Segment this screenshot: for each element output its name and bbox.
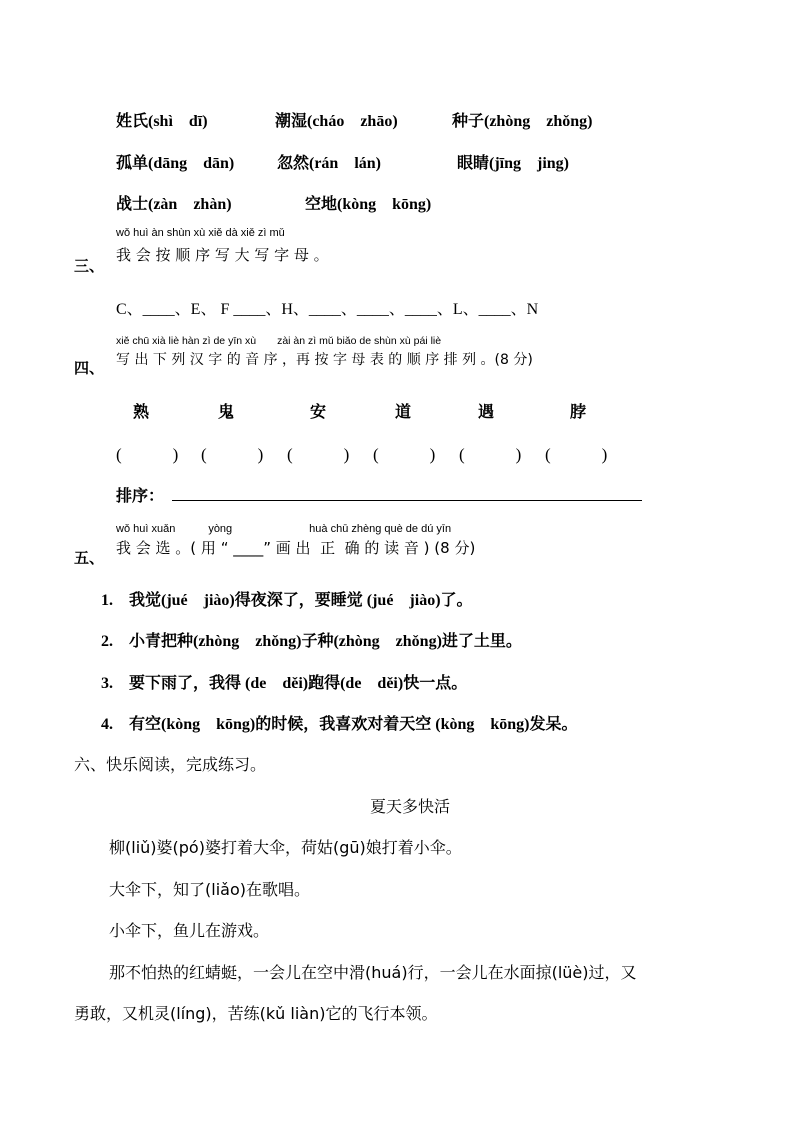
hanzi-char: 遇 bbox=[478, 402, 495, 421]
word-item: 眼睛(jīng jing) bbox=[457, 155, 570, 172]
story-paragraph: 勇敢，又机灵(líng)，苦练(kǔ liàn)它的飞行本领。 bbox=[74, 1004, 438, 1023]
hanzi-char: 熟 bbox=[133, 402, 150, 421]
letters-fill-line[interactable]: C、____、E、 F ____、H、____、____、____、L、____、N bbox=[116, 301, 539, 318]
hanzi-char: 脖 bbox=[570, 402, 587, 421]
word-item: 种子(zhòng zhǒng) bbox=[452, 113, 593, 130]
choice-item[interactable]: 3. 要下雨了，我得 (de děi)跑得(de děi)快一点。 bbox=[101, 675, 468, 692]
word-item: 孤单(dāng dān) bbox=[116, 155, 235, 172]
answer-blank[interactable]: ( ) bbox=[116, 445, 179, 464]
word-item: 空地(kòng kōng) bbox=[305, 196, 432, 213]
answer-blank[interactable]: ( ) bbox=[287, 445, 350, 464]
section5-number: 五、 bbox=[74, 549, 105, 567]
story-paragraph: 那不怕热的红蜻蜓，一会儿在空中滑(huá)行，一会儿在水面掠(lüè)过，又 bbox=[109, 963, 637, 982]
choice-item[interactable]: 2. 小青把种(zhòng zhǒng)子种(zhòng zhǒng)进了土里。 bbox=[101, 633, 522, 650]
section3-number: 三、 bbox=[74, 257, 105, 275]
word-item: 忽然(rán lán) bbox=[277, 155, 382, 172]
section4-pinyin: xiě chū xià liè hàn zì de yīn xù zài àn zì mǔ biǎo de shùn xù pái liè bbox=[116, 335, 442, 347]
story-paragraph: 柳(liǔ)婆(pó)婆打着大伞，荷姑(gū)娘打着小伞。 bbox=[109, 838, 462, 857]
word-item: 潮湿(cháo zhāo) bbox=[275, 113, 398, 130]
answer-blank[interactable]: ( ) bbox=[459, 445, 522, 464]
hanzi-char: 安 bbox=[310, 402, 327, 421]
hanzi-char: 鬼 bbox=[218, 402, 235, 421]
answer-blank[interactable]: ( ) bbox=[373, 445, 436, 464]
section5-pinyin: wǒ huì xuǎn yòng huà chū zhèng què de dú yīn bbox=[116, 523, 452, 535]
section3-pinyin: wǒ huì àn shùn xù xiě dà xiě zì mǔ bbox=[116, 227, 285, 239]
answer-blank[interactable]: ( ) bbox=[545, 445, 608, 464]
choice-item[interactable]: 4. 有空(kòng kōng)的时候，我喜欢对着天空 (kòng kōng)发呆。 bbox=[101, 716, 578, 733]
sort-label: 排序： bbox=[116, 486, 165, 505]
section4-title: 写 出 下 列 汉 字 的 音 序 ，再 按 字 母 表 的 顺 序 排 列 。(8 分) bbox=[116, 352, 533, 368]
word-item: 姓氏(shì dī) bbox=[116, 113, 208, 130]
sort-answer-line[interactable] bbox=[172, 500, 642, 501]
word-item: 战士(zàn zhàn) bbox=[116, 196, 232, 213]
section3-title: 我 会 按 顺 序 写 大 写 字 母 。 bbox=[116, 246, 329, 264]
hanzi-char: 道 bbox=[395, 402, 412, 421]
story-paragraph: 小伞下，鱼儿在游戏。 bbox=[109, 921, 270, 940]
section4-number: 四、 bbox=[74, 359, 105, 377]
story-title: 夏天多快活 bbox=[370, 797, 451, 816]
answer-blank[interactable]: ( ) bbox=[201, 445, 264, 464]
story-paragraph: 大伞下，知了(liǎo)在歌唱。 bbox=[109, 880, 310, 899]
choice-item[interactable]: 1. 我觉(jué jiào)得夜深了，要睡觉 (jué jiào)了。 bbox=[101, 592, 473, 609]
section6-heading: 六、快乐阅读，完成练习。 bbox=[74, 755, 267, 774]
section5-title: 我 会 选 。( 用 “ ____” 画 出 正 确 的 读 音 ) (8 分) bbox=[116, 539, 476, 557]
